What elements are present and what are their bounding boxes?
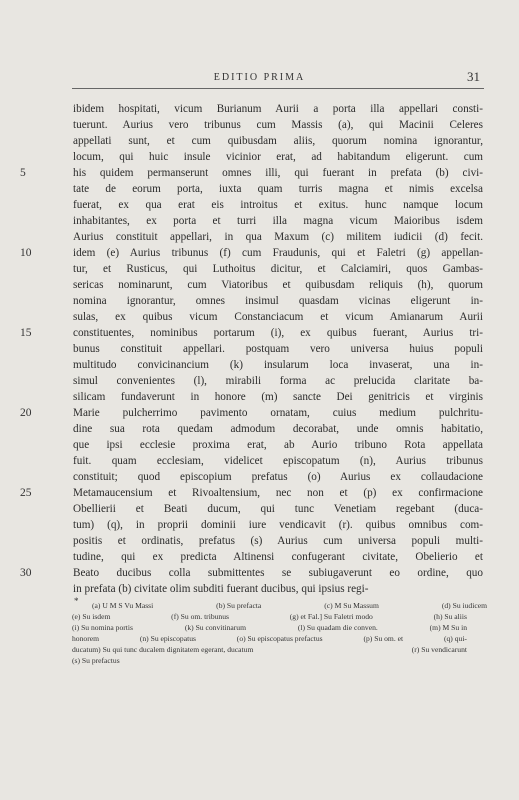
- footnote-entry: (e) Su isdem: [72, 612, 111, 621]
- text-line: sericas nominarunt, cum Viatoribus et quibusdam reliquis (h), quorum: [73, 279, 483, 291]
- text-line: fuerat, ex qua erat eis introitus et exitus. hunc namque locum: [73, 199, 483, 211]
- footnote-line: [72, 622, 467, 633]
- text-line: fuit. quam ecclesiam, videlicet episcopatum (n), Aurius tribunus: [73, 455, 483, 467]
- footnote-entry: ducatum) Su qui tunc ducalem dignitatem egerant, ducatum: [72, 645, 254, 654]
- text-line: inhabitantes, ex porta et turri illa magna vicum Maioribus isdem: [73, 215, 483, 227]
- footnote-entry: (o) Su episcopatus prefactus: [236, 634, 323, 643]
- footnote-entry: (i) Su nomina portis: [72, 623, 133, 632]
- footnote-entry: (a) U M S Vu Massi: [92, 601, 154, 610]
- text-line: dine sua rota quedam admodum decorabat, unde omnis habitatio,: [73, 423, 483, 435]
- text-line: bunus constituit appellari. postquam vero universa huius populi: [73, 343, 483, 355]
- footnote-entry: (b) Su prefacta: [216, 601, 262, 610]
- footnote-entry: (h) Su aliis: [433, 612, 467, 621]
- text-line: tum) (q), in proprii dominii iure vendicavit (r). quibus omnibus com-: [73, 519, 483, 531]
- footnote-line: [72, 611, 467, 622]
- text-line: multitudo convicinancium (k) insularum loca invaserat, una in-: [73, 359, 483, 371]
- footnote-entry: (d) Su iudicem: [441, 601, 487, 610]
- footnote-entry: (k) Su convitinarum: [184, 623, 246, 632]
- line-number: 25: [20, 487, 32, 499]
- text-line: tur, et Rusticus, qui Luthoitus dicitur, et Calciamiri, quos Gambas-: [73, 263, 483, 275]
- line-number: 20: [20, 407, 32, 419]
- text-line: Obellierii et Beati ducum, qui tunc Venetiam regebant (duca-: [73, 503, 483, 515]
- text-line: Metamaucensium et Rivoaltensium, nec non et (p) ex confirmacione: [73, 487, 483, 499]
- line-number: 5: [20, 167, 26, 179]
- text-line: nomina ignorantur, omnes insimul quasdam vicinas eligerunt in-: [73, 295, 483, 307]
- footnote-marker: *: [74, 596, 79, 606]
- text-line: silicam fundaverunt in honore (m) sancte Dei genitricis et virginis: [73, 391, 483, 403]
- line-number: 10: [20, 247, 32, 259]
- text-line: que ipsi ecclesie proxima erat, ab Aurio tribuno Rota appellata: [73, 439, 483, 451]
- running-title: EDITIO PRIMA: [213, 72, 306, 83]
- footnote-entry: (p) Su om. et: [363, 634, 404, 643]
- text-line: idem (e) Aurius tribunus (f) cum Fraudunis, qui et Faletri (g) appellan-: [73, 247, 483, 259]
- text-line: ibidem hospitati, vicum Burianum Aurii a porta illa appellari consti-: [73, 103, 483, 115]
- footnote-entry: honorem: [72, 634, 99, 643]
- text-line: constituit; quod episcopium prefatus (o) Aurius ex collaudacione: [73, 471, 483, 483]
- text-line: appellati sunt, et cum quibusdam aliis, quorum nomina ignorantur,: [73, 135, 483, 147]
- footnote-entry: (r) Su vendicarunt: [411, 645, 467, 654]
- footnote-entry: (f) Su om. tribunus: [171, 612, 229, 621]
- footnote-entry: (c) M Su Massum: [324, 601, 379, 610]
- footnote-entry: (q) qui-: [443, 634, 467, 643]
- footnote-line: [92, 600, 487, 611]
- text-line: locum, qui huic insule vicinior erat, ad habitandum eligerunt. cum: [73, 151, 483, 163]
- line-number: 15: [20, 327, 32, 339]
- text-line: Marie pulcherrimo pavimento ornatam, cuius medium pulchritu-: [73, 407, 483, 419]
- text-line: tuerunt. Aurius vero tribunus cum Massis (a), qui Macinii Celeres: [73, 119, 483, 131]
- footnote-entry: (g) et Fal.] Su Faletri modo: [289, 612, 373, 621]
- line-number: 30: [20, 567, 32, 579]
- text-line: positis et ordinatis, prefatus (s) Aurius cum universa populi multi-: [73, 535, 483, 547]
- footnote-entry: (l) Su quadam die conven.: [297, 623, 378, 632]
- text-line: tudine, qui ex predicta Altinensi confugerant civitate, Obelierio et: [73, 551, 483, 563]
- text-line: Beato ducibus colla submittentes se subiugaverunt eo ordine, quo: [73, 567, 483, 579]
- text-line: constituentes, nominibus portarum (i), ex quibus fuerant, Aurius tri-: [73, 327, 483, 339]
- text-line: sulas, ex quibus vicum Constanciacum et vicum Amianarum Aurii: [73, 311, 483, 323]
- footnote-entry: (n) Su episcopatus: [139, 634, 196, 643]
- footnote-line: [72, 655, 120, 666]
- footnote-entry: (m) M Su in: [429, 623, 467, 632]
- footnote-line: [72, 633, 467, 644]
- footnote-entry: (s) Su prefactus: [72, 656, 120, 665]
- text-line: simul convenientes (l), mirabili forma ac prelucida claritate ba-: [73, 375, 483, 387]
- text-line: in prefata (b) civitate olim subditi fuerant ducibus, qui ipsius regi-: [73, 583, 369, 595]
- footnote-line: [72, 644, 467, 655]
- page-number: 31: [467, 69, 480, 84]
- header-rule: [72, 88, 484, 89]
- text-line: Aurius constituit appellari, in qua Maxum (c) militem iudicii (d) fecit.: [73, 231, 483, 243]
- text-line: his quidem permanserunt omnes illi, qui fuerant in prefata (b) civi-: [73, 167, 483, 179]
- text-line: tate de eorum porta, iuxta quam turris magna et nimis excelsa: [73, 183, 483, 195]
